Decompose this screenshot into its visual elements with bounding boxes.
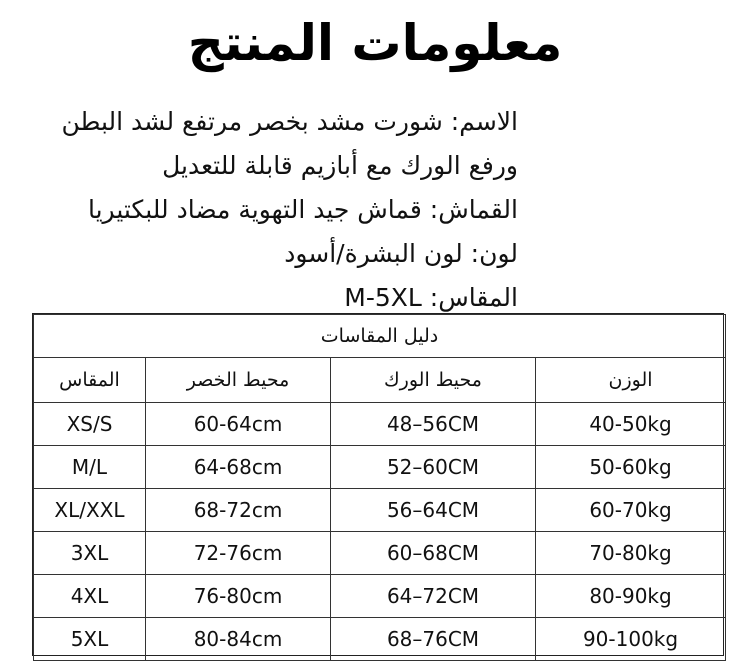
info-line-name-cont: ورفع الورك مع أبازيم قابلة للتعديل (162, 151, 518, 180)
product-info (0, 100, 518, 320)
cell-weight: 50-60kg (536, 446, 726, 489)
header-weight: الوزن (536, 358, 726, 403)
header-hip: محيط الورك (331, 358, 536, 403)
cell-waist: 68-72cm (146, 489, 331, 532)
cell-size: M/L (34, 446, 146, 489)
cell-hip: 68–76CM (331, 618, 536, 661)
cell-weight: 60-70kg (536, 489, 726, 532)
cell-hip: 52–60CM (331, 446, 536, 489)
cell-waist: 72-76cm (146, 532, 331, 575)
cell-waist: 64-68cm (146, 446, 331, 489)
info-line-fabric: القماش: قماش جيد التهوية مضاد للبكتيريا (87, 195, 518, 224)
table-row (34, 532, 726, 575)
table-row (34, 403, 726, 446)
cell-size: 4XL (34, 575, 146, 618)
cell-waist: 76-80cm (146, 575, 331, 618)
size-guide-table (32, 313, 724, 656)
cell-size: XS/S (34, 403, 146, 446)
cell-hip: 60–68CM (331, 532, 536, 575)
cell-size: 3XL (34, 532, 146, 575)
cell-size: 5XL (34, 618, 146, 661)
table-row (34, 446, 726, 489)
cell-waist: 80-84cm (146, 618, 331, 661)
cell-hip: 64–72CM (331, 575, 536, 618)
cell-hip: 48–56CM (331, 403, 536, 446)
page-title: معلومات المنتج (187, 14, 563, 72)
table-row (34, 489, 726, 532)
info-line-size: المقاس: M-5XL (344, 283, 518, 312)
table-row (34, 618, 726, 661)
cell-weight: 40-50kg (536, 403, 726, 446)
cell-hip: 56–64CM (331, 489, 536, 532)
cell-weight: 70-80kg (536, 532, 726, 575)
cell-weight: 80-90kg (536, 575, 726, 618)
info-line-color: لون: لون البشرة/أسود (284, 239, 518, 268)
cell-weight: 90-100kg (536, 618, 726, 661)
header-size: المقاس (34, 358, 146, 403)
cell-size: XL/XXL (34, 489, 146, 532)
info-line-name: الاسم: شورت مشد بخصر مرتفع لشد البطن (61, 107, 518, 136)
size-guide-caption: دليل المقاسات (34, 315, 726, 358)
table-row (34, 575, 726, 618)
cell-waist: 60-64cm (146, 403, 331, 446)
header-waist: محيط الخصر (146, 358, 331, 403)
